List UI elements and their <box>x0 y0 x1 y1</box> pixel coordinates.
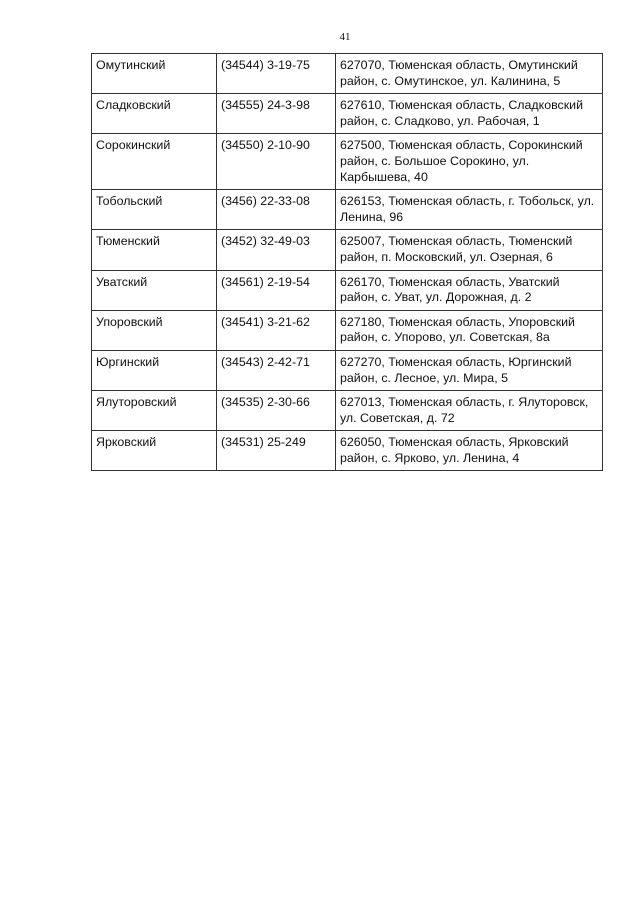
table-row <box>92 350 603 390</box>
table-row <box>92 391 603 431</box>
table-row <box>92 190 603 230</box>
district-name-cell: Тобольский <box>92 190 217 230</box>
phone-cell: (34544) 3-19-75 <box>217 54 336 94</box>
address-cell: 626170, Тюменская область, Уватский район, с. Уват, ул. Дорожная, д. 2 <box>336 270 603 310</box>
address-cell: 627013, Тюменская область, г. Ялуторовск, ул. Советская, д. 72 <box>336 391 603 431</box>
phone-cell: (34541) 3-21-62 <box>217 310 336 350</box>
district-name-cell: Уватский <box>92 270 217 310</box>
address-cell: 626153, Тюменская область, г. Тобольск, ул. Ленина, 96 <box>336 190 603 230</box>
address-cell: 627070, Тюменская область, Омутинский район, с. Омутинское, ул. Калинина, 5 <box>336 54 603 94</box>
phone-cell: (34555) 24-3-98 <box>217 94 336 134</box>
table-row <box>92 310 603 350</box>
district-contacts-table <box>91 53 603 471</box>
district-name-cell: Омутинский <box>92 54 217 94</box>
address-cell: 627610, Тюменская область, Сладковский район, с. Сладково, ул. Рабочая, 1 <box>336 94 603 134</box>
phone-cell: (3452) 32-49-03 <box>217 230 336 270</box>
district-name-cell: Юргинский <box>92 350 217 390</box>
table-row <box>92 134 603 190</box>
address-cell: 627180, Тюменская область, Упоровский район, с. Упорово, ул. Советская, 8а <box>336 310 603 350</box>
address-cell: 627270, Тюменская область, Юргинский район, с. Лесное, ул. Мира, 5 <box>336 350 603 390</box>
table-row <box>92 54 603 94</box>
page-number: 41 <box>339 31 351 43</box>
address-cell: 625007, Тюменская область, Тюменский район, п. Московский, ул. Озерная, 6 <box>336 230 603 270</box>
phone-cell: (34561) 2-19-54 <box>217 270 336 310</box>
district-name-cell: Ярковский <box>92 431 217 471</box>
district-name-cell: Упоровский <box>92 310 217 350</box>
table-row <box>92 431 603 471</box>
phone-cell: (34531) 25-249 <box>217 431 336 471</box>
table-row <box>92 230 603 270</box>
phone-cell: (34550) 2-10-90 <box>217 134 336 190</box>
table-row <box>92 270 603 310</box>
district-name-cell: Ялуторовский <box>92 391 217 431</box>
district-name-cell: Сладковский <box>92 94 217 134</box>
phone-cell: (3456) 22-33-08 <box>217 190 336 230</box>
district-name-cell: Сорокинский <box>92 134 217 190</box>
phone-cell: (34535) 2-30-66 <box>217 391 336 431</box>
phone-cell: (34543) 2-42-71 <box>217 350 336 390</box>
table-row <box>92 94 603 134</box>
address-cell: 626050, Тюменская область, Ярковский район, с. Ярково, ул. Ленина, 4 <box>336 431 603 471</box>
district-name-cell: Тюменский <box>92 230 217 270</box>
address-cell: 627500, Тюменская область, Сорокинский район, с. Большое Сорокино, ул. Карбышева, 40 <box>336 134 603 190</box>
